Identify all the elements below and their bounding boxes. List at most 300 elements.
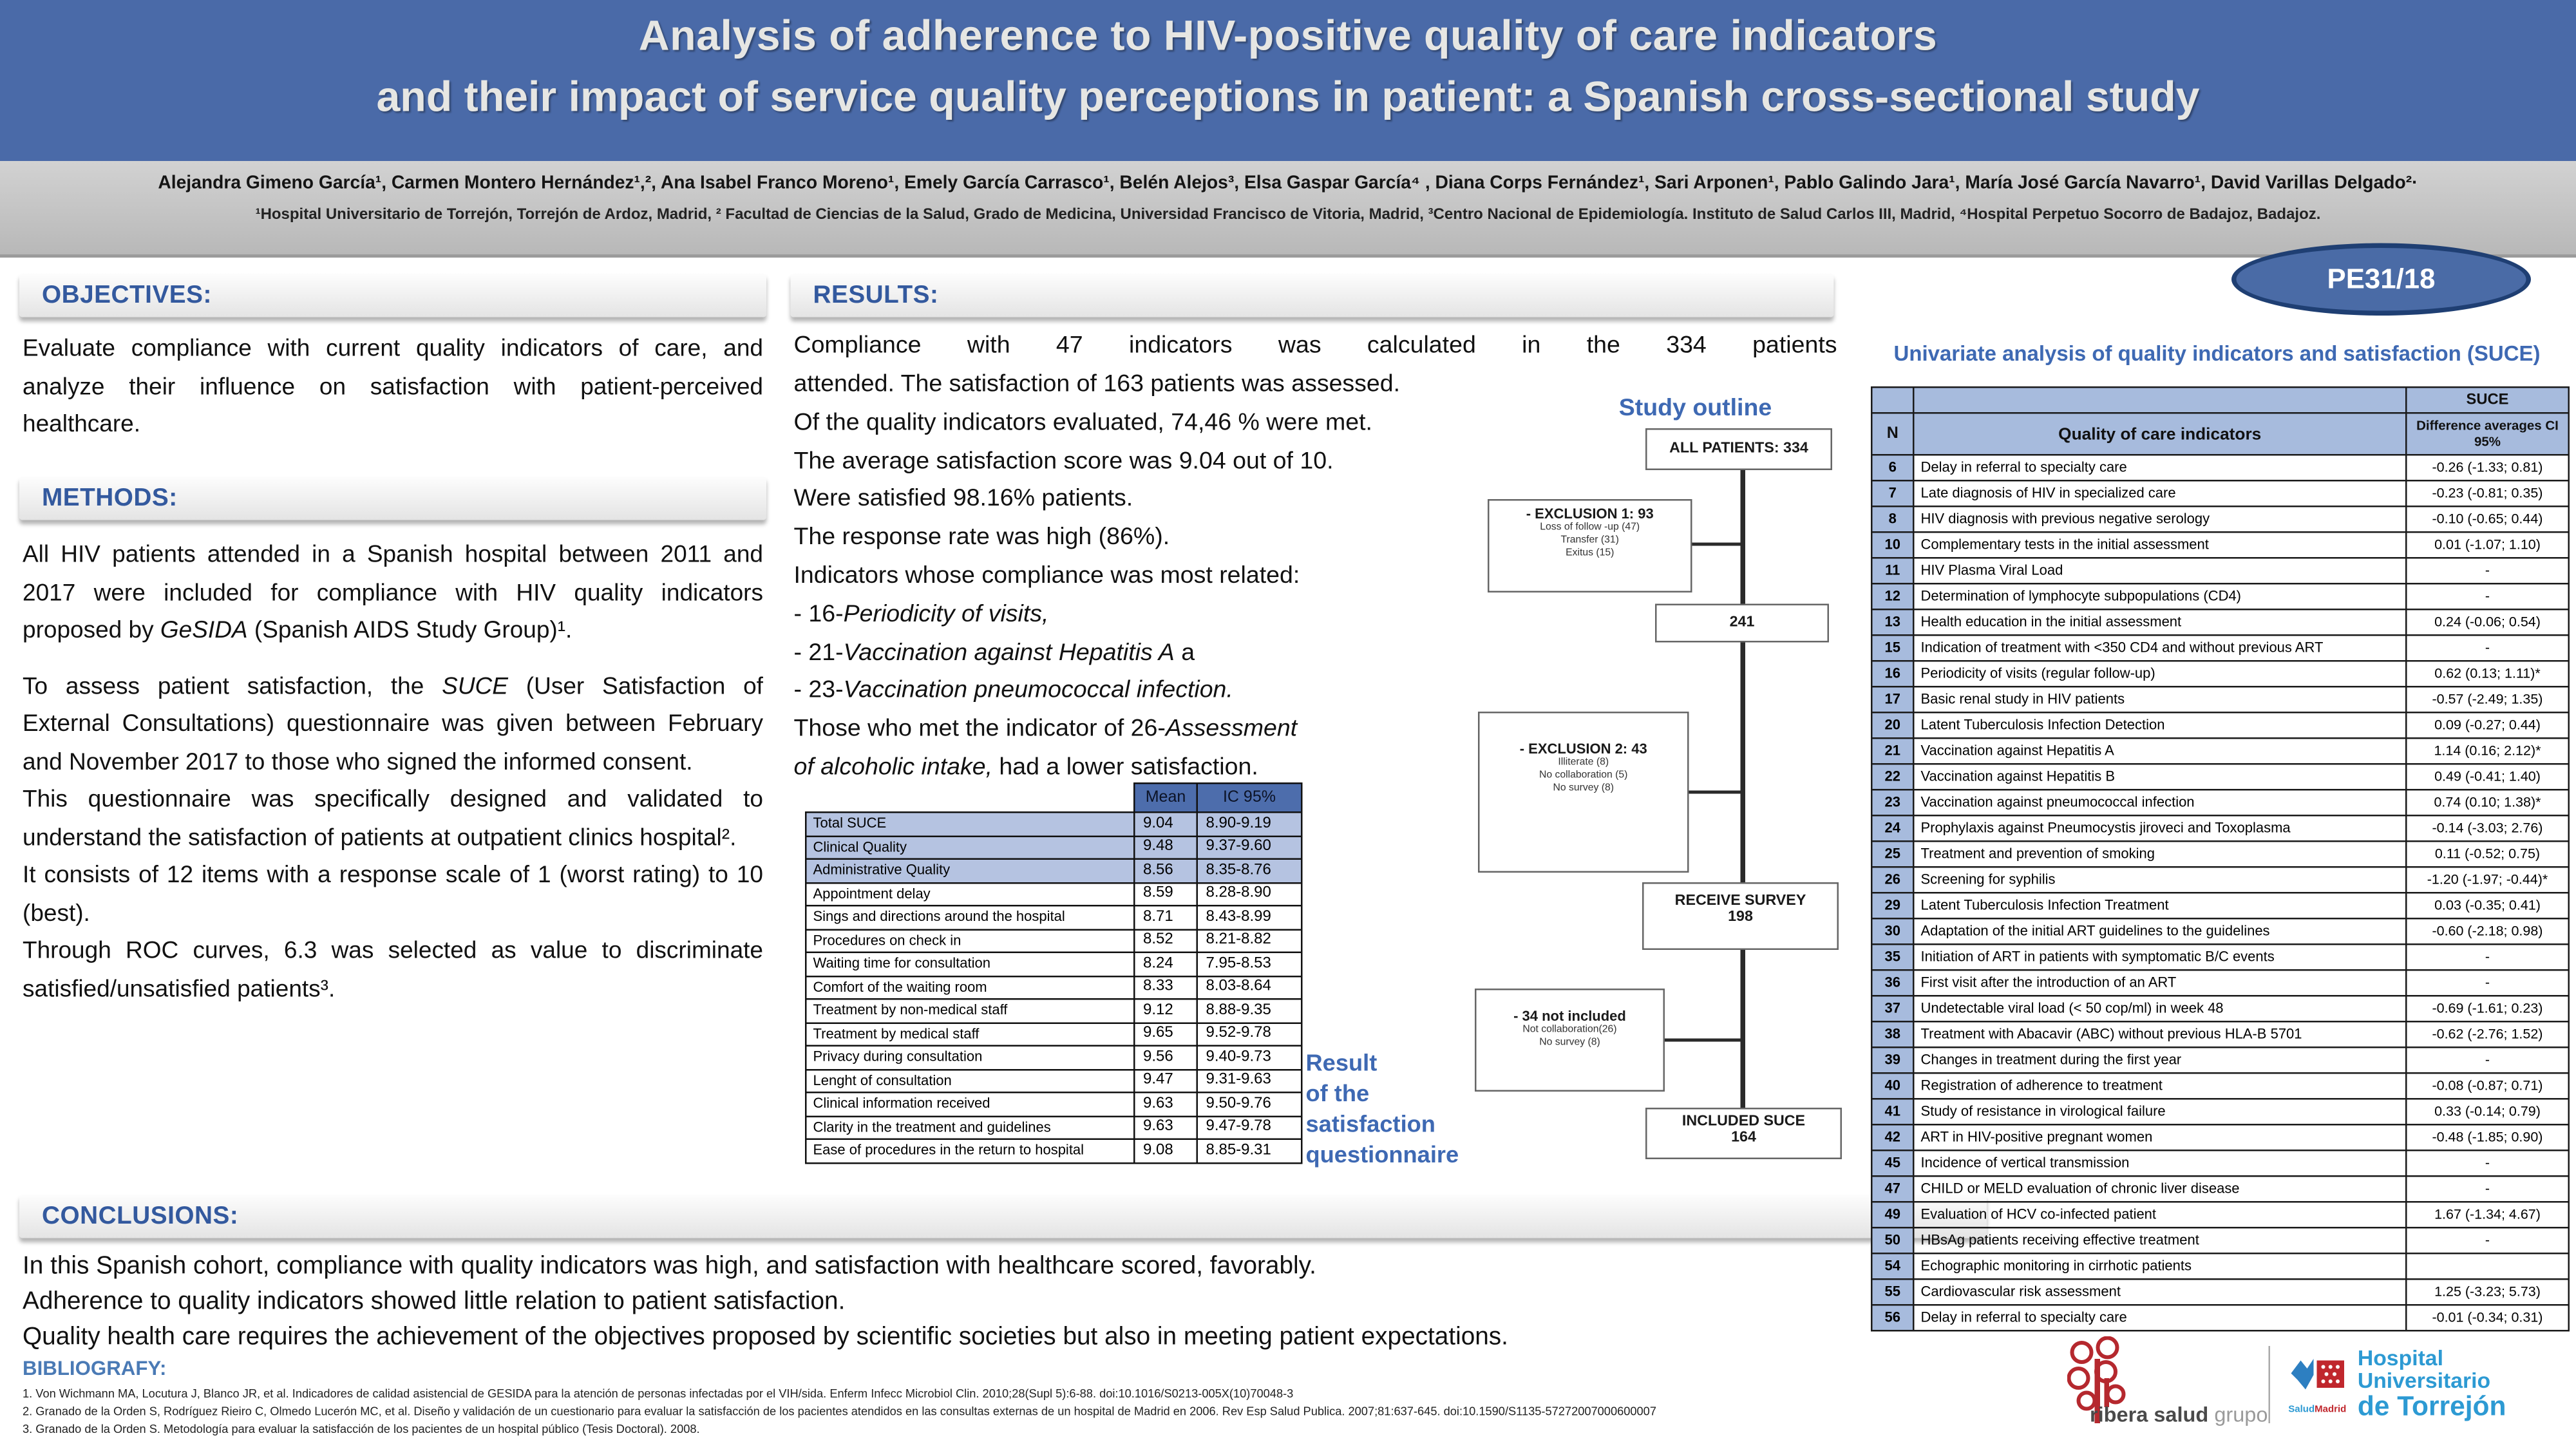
univariate-row-n: 38 — [1871, 1021, 1913, 1047]
satisfaction-row-label: Lenght of consultation — [806, 1069, 1134, 1092]
univariate-row — [1871, 1073, 2569, 1099]
results-line: The average satisfaction score was 9.04 out of 10. — [793, 446, 1334, 475]
univariate-row-difference: 0.03 (-0.35; 0.41) — [2406, 893, 2569, 918]
univariate-row-difference: - — [2406, 635, 2569, 661]
univariate-row-indicator: Cardiovascular risk assessment — [1913, 1279, 2406, 1305]
satisfaction-row-ic: 9.40-9.73 — [1197, 1046, 1302, 1069]
univariate-row — [1871, 687, 2569, 712]
univariate-row — [1871, 996, 2569, 1021]
univariate-row-n: 6 — [1871, 455, 1913, 480]
univariate-row-indicator: Late diagnosis of HIV in specialized care — [1913, 480, 2406, 506]
univariate-row-indicator: Adaptation of the initial ART guidelines to the guidelines — [1913, 918, 2406, 944]
satisfaction-caption-line: Result — [1305, 1051, 1378, 1077]
univariate-row-n: 23 — [1871, 790, 1913, 815]
flow-box-exclusion1-details — [1490, 522, 1691, 562]
univariate-row-n: 35 — [1871, 944, 1913, 970]
univariate-row-difference: - — [2406, 1176, 2569, 1202]
univariate-row-n: 39 — [1871, 1047, 1913, 1073]
bibliography-heading: BIBLIOGRAFY: — [23, 1357, 167, 1380]
poster-masthead — [0, 0, 2576, 161]
satisfaction-table-header-spacer — [806, 783, 1134, 812]
univariate-row-difference: - — [2406, 558, 2569, 583]
satisfaction-row-label: Clarity in the treatment and guidelines — [806, 1116, 1134, 1139]
univariate-row — [1871, 558, 2569, 583]
poster-title-line1: Analysis of adherence to HIV-positive quality of care indicators — [638, 11, 1938, 60]
results-line: Those who met the indicator of 26-Assessment — [793, 715, 1298, 743]
satisfaction-row-mean: 9.63 — [1134, 1116, 1197, 1139]
authors-band — [0, 161, 2576, 258]
satisfaction-row — [806, 1069, 1302, 1092]
univariate-row-n: 54 — [1871, 1253, 1913, 1279]
results-heading: RESULTS: — [813, 281, 939, 309]
satisfaction-row-label: Clinical information received — [806, 1092, 1134, 1115]
bibliography-items — [23, 1385, 2003, 1438]
ribera-grupo: grupo — [2214, 1402, 2268, 1426]
univariate-row-indicator: Study of resistance in virological failure — [1913, 1099, 2406, 1124]
flow-box-receive-survey-label: RECEIVE SURVEY — [1674, 892, 1806, 908]
univariate-row-indicator: Determination of lymphocyte subpopulations (CD4) — [1913, 583, 2406, 609]
satisfaction-row-ic: 8.43-8.99 — [1197, 905, 1302, 929]
ribera-salud-logo — [1993, 1333, 2268, 1436]
univariate-row — [1871, 532, 2569, 558]
univariate-row-difference: 0.62 (0.13; 1.11)* — [2406, 661, 2569, 687]
satisfaction-row — [806, 999, 1302, 1022]
univariate-table-title: Univariate analysis of quality indicators and satisfaction (SUCE) — [1893, 341, 2541, 366]
flow-box-exclusion2-title: - EXCLUSION 2: 43 — [1519, 741, 1647, 757]
univariate-row-difference: -0.60 (-2.18; 0.98) — [2406, 918, 2569, 944]
satisfaction-row-ic: 9.31-9.63 — [1197, 1069, 1302, 1092]
univariate-row-indicator: ART in HIV-positive pregnant women — [1913, 1124, 2406, 1150]
univariate-row-indicator: Echographic monitoring in cirrhotic patients — [1913, 1253, 2406, 1279]
univariate-row-n: 40 — [1871, 1073, 1913, 1099]
univariate-row-n: 55 — [1871, 1279, 1913, 1305]
univariate-header-suce: SUCE — [2406, 387, 2569, 413]
univariate-row-difference: - — [2406, 1150, 2569, 1176]
methods-heading: METHODS: — [42, 484, 178, 512]
satisfaction-row-label: Administrative Quality — [806, 859, 1134, 882]
univariate-row-difference: -0.26 (-1.33; 0.81) — [2406, 455, 2569, 480]
objectives-heading: OBJECTIVES: — [42, 281, 212, 309]
satisfaction-row-ic: 8.21-8.82 — [1197, 929, 1302, 952]
conclusion-line: In this Spanish cohort, compliance with quality indicators was high, and satisfaction with healthcare scored, favorably. — [23, 1253, 1316, 1280]
univariate-row-difference: -0.62 (-2.76; 1.52) — [2406, 1021, 2569, 1047]
univariate-header-diff: Difference averages CI 95% — [2406, 413, 2569, 455]
results-line: - 21-Vaccination against Hepatitis A a — [793, 638, 1195, 666]
satisfaction-row — [806, 882, 1302, 905]
flow-box-detail-line: No survey (8) — [1553, 783, 1614, 795]
hospital-line1: Hospital Universitario — [2357, 1345, 2491, 1393]
univariate-row-indicator: Initiation of ART in patients with symptomatic B/C events — [1913, 944, 2406, 970]
satisfaction-row-ic: 7.95-8.53 — [1197, 952, 1302, 976]
univariate-row — [1871, 738, 2569, 764]
univariate-header-row1 — [1871, 387, 2569, 413]
methods-paragraph: Through ROC curves, 6.3 was selected as value to discriminate satisfied/unsatisfied patients³. — [23, 938, 763, 1003]
univariate-row-indicator: Screening for syphilis — [1913, 867, 2406, 893]
univariate-row-difference: -0.10 (-0.65; 0.44) — [2406, 506, 2569, 532]
univariate-row-n: 12 — [1871, 583, 1913, 609]
univariate-row-n: 47 — [1871, 1176, 1913, 1202]
methods-paragraph: All HIV patients attended in a Spanish hospital between 2011 and 2017 were included for compliance with HIV quality indicators proposed by GeSIDA (Spanish AIDS Study Group)¹. — [23, 542, 763, 644]
satisfaction-row-mean: 9.04 — [1134, 812, 1197, 835]
univariate-row-n: 45 — [1871, 1150, 1913, 1176]
univariate-row-difference: - — [2406, 970, 2569, 996]
flow-box-exclusion2-details — [1480, 757, 1688, 797]
univariate-row-difference: -1.20 (-1.97; -0.44)* — [2406, 867, 2569, 893]
univariate-row-n: 7 — [1871, 480, 1913, 506]
univariate-row-n: 24 — [1871, 815, 1913, 841]
univariate-header-blank1 — [1871, 387, 1913, 413]
satisfaction-row — [806, 952, 1302, 976]
univariate-row-difference: 1.25 (-3.23; 5.73) — [2406, 1279, 2569, 1305]
univariate-row-indicator: Vaccination against Hepatitis B — [1913, 764, 2406, 790]
univariate-row-n: 13 — [1871, 609, 1913, 635]
univariate-row-indicator: Vaccination against Hepatitis A — [1913, 738, 2406, 764]
univariate-row-difference: 1.14 (0.16; 2.12)* — [2406, 738, 2569, 764]
logo-divider — [2268, 1346, 2271, 1423]
satisfaction-row-label: Privacy during consultation — [806, 1046, 1134, 1069]
flow-box-included-suce-label: INCLUDED SUCE — [1681, 1112, 1806, 1129]
flow-connector-main — [1741, 470, 1745, 1108]
univariate-row — [1871, 1099, 2569, 1124]
univariate-row-difference: 0.24 (-0.06; 0.54) — [2406, 609, 2569, 635]
methods-paragraph: It consists of 12 items with a response scale of 1 (worst rating) to 10 (best). — [23, 863, 763, 927]
satisfaction-row-ic: 8.35-8.76 — [1197, 859, 1302, 882]
univariate-row — [1871, 506, 2569, 532]
flow-box-not-included-details — [1477, 1024, 1663, 1050]
hospital-line2: de Torrejón — [2357, 1391, 2506, 1423]
satisfaction-table-header-row — [806, 783, 1302, 812]
satisfaction-row-label: Waiting time for consultation — [806, 952, 1134, 976]
satisfaction-row-ic: 9.37-9.60 — [1197, 836, 1302, 859]
univariate-row-n: 25 — [1871, 841, 1913, 867]
univariate-row-n: 15 — [1871, 635, 1913, 661]
univariate-header-row2 — [1871, 413, 2569, 455]
bibliography-item: 2. Granado de la Orden S, Rodríguez Rieiro C, Olmedo Lucerón MC, et al. Diseño y validación de un cuestionario para evaluar la satisfacción de los pacientes atendidos en las consultas externas de un hospital de Madrid en 2006. Rev Esp Salud Publica. 2007;81:637-645. doi:10.1590/S1135-57272007000600007 — [23, 1404, 1656, 1419]
satisfaction-row-label: Procedures on check in — [806, 929, 1134, 952]
univariate-row — [1871, 867, 2569, 893]
satisfaction-row-ic: 8.90-9.19 — [1197, 812, 1302, 835]
univariate-row-difference: -0.57 (-2.49; 1.35) — [2406, 687, 2569, 712]
satisfaction-row-mean: 9.63 — [1134, 1092, 1197, 1115]
study-outline-title: Study outline — [1618, 394, 1772, 422]
univariate-row-difference: 1.67 (-1.34; 4.67) — [2406, 1202, 2569, 1227]
results-line: attended. The satisfaction of 163 patients was assessed. — [793, 370, 1401, 398]
flow-box-detail-line: No survey (8) — [1539, 1037, 1600, 1049]
univariate-row — [1871, 609, 2569, 635]
methods-header-bar — [19, 477, 766, 520]
methods-paragraph: This questionnaire was specifically designed and validated to understand the satisfaction of patients at outpatient clinics hospital². — [23, 787, 763, 851]
results-header-bar — [791, 274, 1834, 317]
satisfaction-row-mean: 9.48 — [1134, 836, 1197, 859]
univariate-row-n: 42 — [1871, 1124, 1913, 1150]
univariate-row-indicator: Basic renal study in HIV patients — [1913, 687, 2406, 712]
univariate-row — [1871, 764, 2569, 790]
univariate-row — [1871, 1124, 2569, 1150]
salud-madrid-block — [2287, 1354, 2348, 1416]
univariate-row-difference: 0.49 (-0.41; 1.40) — [2406, 764, 2569, 790]
satisfaction-row-mean: 9.65 — [1134, 1023, 1197, 1046]
univariate-row-n: 29 — [1871, 893, 1913, 918]
satisfaction-row-label: Comfort of the waiting room — [806, 976, 1134, 999]
univariate-row — [1871, 1021, 2569, 1047]
flow-box-all-patients-label: ALL PATIENTS: 334 — [1669, 439, 1808, 456]
univariate-row-indicator: Delay in referral to specialty care — [1913, 1305, 2406, 1331]
univariate-row — [1871, 712, 2569, 738]
satisfaction-row — [806, 905, 1302, 929]
univariate-row-indicator: Indication of treatment with <350 CD4 and without previous ART — [1913, 635, 2406, 661]
univariate-row-difference: - — [2406, 1047, 2569, 1073]
univariate-row-indicator: HBsAg patients receiving effective treatment — [1913, 1227, 2406, 1253]
univariate-row-difference: 0.11 (-0.52; 0.75) — [2406, 841, 2569, 867]
satisfaction-row-ic: 9.47-9.78 — [1197, 1116, 1302, 1139]
univariate-row-difference: 0.74 (0.10; 1.38)* — [2406, 790, 2569, 815]
univariate-row-indicator: HIV diagnosis with previous negative serology — [1913, 506, 2406, 532]
flow-box-detail-line: Loss of follow -up (47) — [1540, 522, 1640, 533]
satisfaction-table-header-ic: IC 95% — [1197, 783, 1302, 812]
univariate-row-indicator: HIV Plasma Viral Load — [1913, 558, 2406, 583]
flow-box-all-patients — [1645, 428, 1832, 470]
satisfaction-row — [806, 1116, 1302, 1139]
methods-text — [23, 538, 763, 1010]
univariate-row — [1871, 1150, 2569, 1176]
satisfaction-caption-line: questionnaire — [1305, 1143, 1459, 1169]
bibliography-item: 1. Von Wichmann MA, Locutura J, Blanco JR, et al. Indicadores de calidad asistencial de GESIDA para la atención de personas infectadas por el VIH/sida. Enferm Infecc Microbiol Clin. 2010;28(Supl 5):6-88. doi:10.1016/S0213-005X(10)70048-3 — [23, 1386, 1294, 1401]
flow-box-not-included-title: - 34 not included — [1513, 1008, 1626, 1024]
flow-box-not-included — [1475, 989, 1665, 1092]
univariate-row-n: 21 — [1871, 738, 1913, 764]
poster-title-line2: and their impact of service quality perceptions in patient: a Spanish cross-sectional study — [376, 72, 2200, 121]
flow-box-exclusion1-title: - EXCLUSION 1: 93 — [1526, 506, 1654, 522]
univariate-row-n: 37 — [1871, 996, 1913, 1021]
univariate-row-indicator: Treatment and prevention of smoking — [1913, 841, 2406, 867]
satisfaction-row-label: Treatment by non-medical staff — [806, 999, 1134, 1022]
satisfaction-caption-line: of the — [1305, 1082, 1370, 1108]
univariate-row — [1871, 1176, 2569, 1202]
univariate-row — [1871, 1047, 2569, 1073]
univariate-header-n: N — [1871, 413, 1913, 455]
flow-box-detail-line: Exitus (15) — [1566, 548, 1615, 560]
univariate-row-indicator: Incidence of vertical transmission — [1913, 1150, 2406, 1176]
univariate-row-difference: -0.23 (-0.81; 0.35) — [2406, 480, 2569, 506]
univariate-row-indicator: Health education in the initial assessment — [1913, 609, 2406, 635]
satisfaction-row-ic: 8.85-9.31 — [1197, 1139, 1302, 1162]
univariate-row-difference: -0.48 (-1.85; 0.90) — [2406, 1124, 2569, 1150]
satisfaction-table-header-mean: Mean — [1134, 783, 1197, 812]
flow-box-remaining-241-label: 241 — [1729, 613, 1755, 630]
univariate-row — [1871, 1202, 2569, 1227]
univariate-row-indicator: Registration of adherence to treatment — [1913, 1073, 2406, 1099]
satisfaction-row-mean: 9.12 — [1134, 999, 1197, 1022]
univariate-row-indicator: Latent Tuberculosis Infection Detection — [1913, 712, 2406, 738]
flow-box-detail-line: Not collaboration(26) — [1522, 1024, 1617, 1036]
affiliations-line: ¹Hospital Universitario de Torrejón, Torrejón de Ardoz, Madrid, ² Facultad de Ciencias de la Salud, Grado de Medicina, Universidad Francisco de Vitoria, Madrid, ³Centro Nacional de Epidemiología. Instituto de Salud Carlos III, Madrid, ⁴Hospital Perpetuo Socorro de Badajoz, Badajoz. — [255, 206, 2321, 224]
satisfaction-row — [806, 1139, 1302, 1162]
flow-box-receive-survey-count: 198 — [1728, 908, 1753, 924]
univariate-row-difference: -0.14 (-3.03; 2.76) — [2406, 815, 2569, 841]
satisfaction-caption — [1306, 1050, 1483, 1172]
satisfaction-row-ic: 8.28-8.90 — [1197, 882, 1302, 905]
satisfaction-table — [805, 782, 1303, 1163]
univariate-row-n: 20 — [1871, 712, 1913, 738]
univariate-row-indicator: Delay in referral to specialty care — [1913, 455, 2406, 480]
univariate-row-difference: 0.09 (-0.27; 0.44) — [2406, 712, 2569, 738]
flow-box-receive-survey — [1642, 882, 1839, 950]
satisfaction-row-mean: 8.71 — [1134, 905, 1197, 929]
methods-paragraph: To assess patient satisfaction, the SUCE (User Satisfaction of External Consultations) questionnaire was given between February and November 2017 to those who signed the informed consent. — [23, 674, 763, 775]
satisfaction-row-ic: 9.50-9.76 — [1197, 1092, 1302, 1115]
univariate-row-difference: 0.33 (-0.14; 0.79) — [2406, 1099, 2569, 1124]
satisfaction-row — [806, 1046, 1302, 1069]
satisfaction-row-label: Ease of procedures in the return to hospital — [806, 1139, 1134, 1162]
results-line: - 23-Vaccination pneumococcal infection. — [793, 676, 1233, 705]
univariate-row-difference: -0.69 (-1.61; 0.23) — [2406, 996, 2569, 1021]
univariate-row-difference: - — [2406, 583, 2569, 609]
satisfaction-row-mean: 9.47 — [1134, 1069, 1197, 1092]
results-line: Of the quality indicators evaluated, 74,46 % were met. — [793, 408, 1372, 436]
footer-logos — [1993, 1330, 2570, 1439]
satisfaction-row — [806, 1092, 1302, 1115]
satisfaction-caption-line: satisfaction — [1305, 1112, 1435, 1139]
univariate-row-indicator: Vaccination against pneumococcal infection — [1913, 790, 2406, 815]
results-line: The response rate was high (86%). — [793, 523, 1170, 551]
univariate-row-n: 26 — [1871, 867, 1913, 893]
hospital-torrejon-logo — [2287, 1347, 2570, 1421]
univariate-row-n: 30 — [1871, 918, 1913, 944]
univariate-row-n: 16 — [1871, 661, 1913, 687]
conclusion-line: Adherence to quality indicators showed little relation to patient satisfaction. — [23, 1288, 846, 1316]
ribera-salud-bold: ribera salud — [2090, 1402, 2209, 1426]
satisfaction-row-mean: 8.59 — [1134, 882, 1197, 905]
satisfaction-row-mean: 8.56 — [1134, 859, 1197, 882]
univariate-row-indicator: Treatment with Abacavir (ABC) without previous HLA-B 5701 — [1913, 1021, 2406, 1047]
results-line: Were satisfied 98.16% patients. — [793, 485, 1133, 513]
satisfaction-row — [806, 812, 1302, 835]
univariate-row — [1871, 583, 2569, 609]
univariate-row-indicator: Prophylaxis against Pneumocystis jiroveci and Toxoplasma — [1913, 815, 2406, 841]
results-line: Indicators whose compliance was most related: — [793, 562, 1300, 589]
objectives-text: Evaluate compliance with current quality indicators of care, and analyze their influence on satisfaction with patient-perceived healthcare. — [23, 336, 763, 438]
satisfaction-row-label: Clinical Quality — [806, 836, 1134, 859]
univariate-row-indicator: Periodicity of visits (regular follow-up) — [1913, 661, 2406, 687]
salud-madrid-icon — [2287, 1354, 2348, 1396]
univariate-row-difference: 0.01 (-1.07; 1.10) — [2406, 532, 2569, 558]
conclusion-line: Quality health care requires the achievement of the objectives proposed by scientific societies but also in meeting patient expectations. — [23, 1323, 1508, 1351]
univariate-row-n: 11 — [1871, 558, 1913, 583]
univariate-row — [1871, 480, 2569, 506]
flow-box-detail-line: Transfer (31) — [1560, 535, 1619, 547]
univariate-row-indicator: Undetectable viral load (< 50 cop/ml) in week 48 — [1913, 996, 2406, 1021]
results-line: of alcoholic intake, had a lower satisfaction. — [793, 753, 1258, 781]
flow-box-exclusion1 — [1488, 499, 1692, 592]
satisfaction-row-ic: 8.03-8.64 — [1197, 976, 1302, 999]
satisfaction-row-label: Appointment delay — [806, 882, 1134, 905]
univariate-row-difference: -0.01 (-0.34; 0.31) — [2406, 1305, 2569, 1331]
satisfaction-row — [806, 836, 1302, 859]
poster-number-badge: PE31/18 — [2231, 243, 2531, 316]
satisfaction-row-mean: 8.33 — [1134, 976, 1197, 999]
univariate-row — [1871, 455, 2569, 480]
satisfaction-row-mean: 9.08 — [1134, 1139, 1197, 1162]
univariate-row-indicator: First visit after the introduction of an ART — [1913, 970, 2406, 996]
univariate-row — [1871, 635, 2569, 661]
univariate-row — [1871, 841, 2569, 867]
univariate-row-indicator: Latent Tuberculosis Infection Treatment — [1913, 893, 2406, 918]
univariate-row — [1871, 893, 2569, 918]
univariate-row — [1871, 944, 2569, 970]
univariate-row — [1871, 790, 2569, 815]
univariate-row-difference: -0.08 (-0.87; 0.71) — [2406, 1073, 2569, 1099]
satisfaction-row-label: Treatment by medical staff — [806, 1023, 1134, 1046]
flow-box-included-suce — [1645, 1108, 1842, 1159]
flow-box-detail-line: No collaboration (5) — [1539, 770, 1628, 782]
flow-box-exclusion2 — [1478, 712, 1689, 873]
univariate-row-indicator: Complementary tests in the initial assessment — [1913, 532, 2406, 558]
univariate-row-difference: - — [2406, 1227, 2569, 1253]
results-line: - 16-Periodicity of visits, — [793, 600, 1049, 628]
bibliography-item: 3. Granado de la Orden S. Metodología para evaluar la satisfacción de los pacientes de un hospital público (Tesis Doctoral). 2008. — [23, 1421, 700, 1436]
univariate-row-n: 10 — [1871, 532, 1913, 558]
flow-box-included-suce-count: 164 — [1731, 1128, 1756, 1145]
conclusions-header-bar — [19, 1195, 1987, 1238]
univariate-row-difference: - — [2406, 944, 2569, 970]
satisfaction-row-ic: 9.52-9.78 — [1197, 1023, 1302, 1046]
satisfaction-row — [806, 929, 1302, 952]
univariate-row-indicator: Evaluation of HCV co-infected patient — [1913, 1202, 2406, 1227]
satisfaction-row-label: Total SUCE — [806, 812, 1134, 835]
ribera-salud-wordmark — [2090, 1403, 2268, 1427]
satisfaction-row-mean: 9.56 — [1134, 1046, 1197, 1069]
univariate-row — [1871, 970, 2569, 996]
authors-line: Alejandra Gimeno García¹, Carmen Montero Hernández¹,², Ana Isabel Franco Moreno¹, Emely García Carrasco¹, Belén Alejos³, Elsa Gaspar García⁴ , Diana Corps Fernández¹, Sari Arponen¹, Pablo Galindo Jara¹, María José García Navarro¹, David Varillas Delgado²· — [158, 174, 2418, 193]
univariate-row-n: 8 — [1871, 506, 1913, 532]
satisfaction-row-ic: 8.88-9.35 — [1197, 999, 1302, 1022]
univariate-header-indicators: Quality of care indicators — [1913, 413, 2406, 455]
univariate-row — [1871, 661, 2569, 687]
satisfaction-row-mean: 8.52 — [1134, 929, 1197, 952]
univariate-row-n: 41 — [1871, 1099, 1913, 1124]
conclusions-heading: CONCLUSIONS: — [42, 1202, 239, 1230]
madrid-word: Madrid — [2315, 1405, 2347, 1416]
satisfaction-row — [806, 1023, 1302, 1046]
salud-madrid-wordmark — [2287, 1406, 2348, 1416]
univariate-header-blank2 — [1913, 387, 2406, 413]
results-line: Compliance with 47 indicators was calculated in the 334 patients — [793, 332, 1837, 359]
salud-word: Salud — [2288, 1405, 2315, 1416]
univariate-row-n: 36 — [1871, 970, 1913, 996]
univariate-table — [1871, 386, 2570, 1332]
satisfaction-row — [806, 859, 1302, 882]
objectives-header-bar — [19, 274, 766, 317]
flow-connector-notincluded — [1665, 1039, 1742, 1043]
flow-connector-exclusion2 — [1689, 791, 1743, 795]
univariate-row — [1871, 815, 2569, 841]
univariate-row-indicator: CHILD or MELD evaluation of chronic liver disease — [1913, 1176, 2406, 1202]
hospital-torrejon-wordmark — [2358, 1347, 2570, 1421]
satisfaction-row — [806, 976, 1302, 999]
univariate-row-indicator: Changes in treatment during the first year — [1913, 1047, 2406, 1073]
satisfaction-row-mean: 8.24 — [1134, 952, 1197, 976]
univariate-row-n: 22 — [1871, 764, 1913, 790]
study-outline-flowchart — [1475, 422, 1845, 1172]
flow-box-remaining-241 — [1655, 604, 1829, 643]
univariate-row-n: 49 — [1871, 1202, 1913, 1227]
univariate-row-n: 50 — [1871, 1227, 1913, 1253]
flow-box-detail-line: Illiterate (8) — [1558, 757, 1609, 768]
univariate-row — [1871, 918, 2569, 944]
univariate-row-n: 17 — [1871, 687, 1913, 712]
univariate-row-n: 56 — [1871, 1305, 1913, 1331]
satisfaction-row-label: Sings and directions around the hospital — [806, 905, 1134, 929]
